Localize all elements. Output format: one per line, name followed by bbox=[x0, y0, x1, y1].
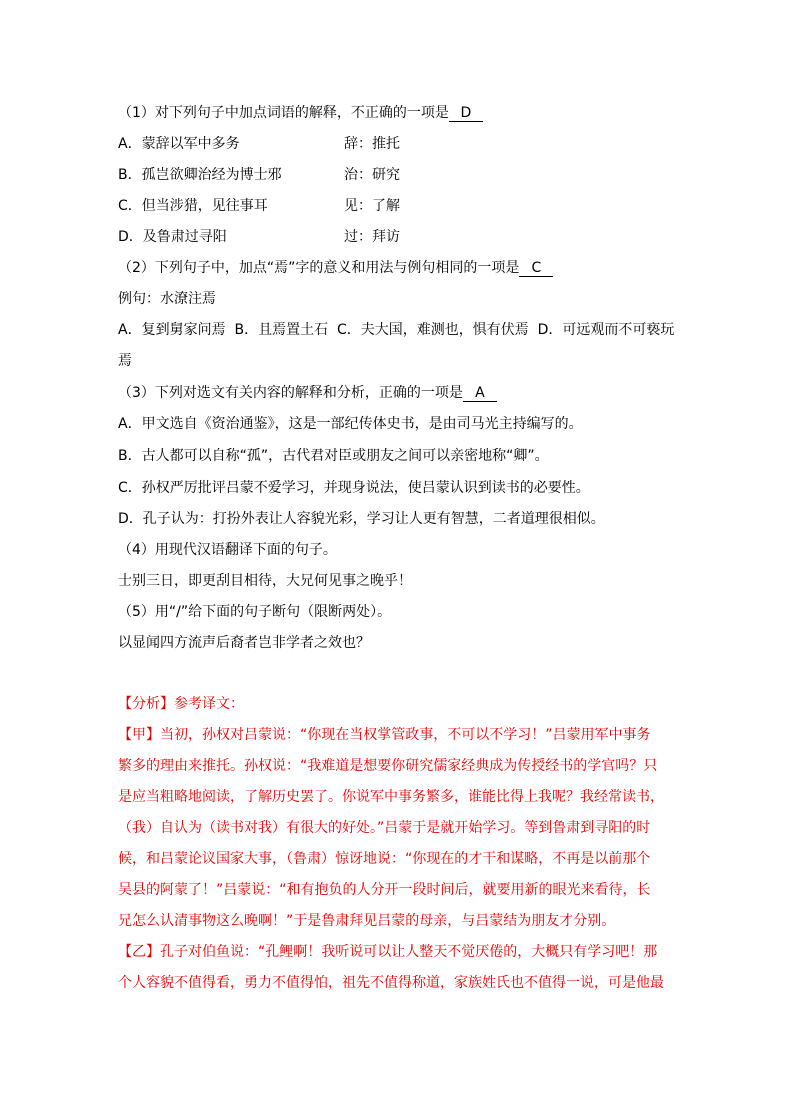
analysis-line: 兄怎么认清事物这么晚啊！”于是鲁肃拜见吕蒙的母亲，与吕蒙结为朋友才分别。 bbox=[118, 913, 616, 929]
analysis-line: 【乙】孔子对伯鱼说：“孔鲤啊！我听说可以让人整天不觉厌倦的，大概只有学习吧！那 bbox=[118, 944, 658, 960]
option-gloss: 辞：推托 bbox=[344, 136, 400, 152]
q2-answer: C bbox=[519, 261, 553, 277]
option-text: A．蒙辞以军中多务 bbox=[118, 136, 240, 152]
q3-option: D．孔子认为：打扮外表让人容貌光彩，学习让人更有智慧，二者道理很相似。 bbox=[118, 511, 605, 527]
analysis-line: 个人容貌不值得看，勇力不值得怕，祖先不值得称道，家族姓氏也不值得一说，可是他最 bbox=[118, 975, 664, 991]
q1-option bbox=[118, 135, 400, 153]
q1-option bbox=[118, 197, 400, 215]
q1-answer: D bbox=[449, 106, 483, 122]
q1-stem-text: （1）对下列句子中加点词语的解释，不正确的一项是 bbox=[118, 105, 449, 121]
q3-stem bbox=[118, 384, 497, 402]
q3-answer: A bbox=[463, 386, 497, 402]
option-text: B．孤岂欲卿治经为博士邪 bbox=[118, 167, 282, 183]
analysis-line: 吴县的阿蒙了！”吕蒙说：“和有抱负的人分开一段时间后，就要用新的眼光来看待，长 bbox=[118, 882, 651, 898]
q3-option: A．甲文选自《资治通鉴》，这是一部纪传体史书，是由司马光主持编写的。 bbox=[118, 416, 583, 432]
q1-option bbox=[118, 166, 400, 184]
analysis-line: 繁多的理由来推托。孙权说：“我难道是想要你研究儒家经典成为传授经书的学官吗？只 bbox=[118, 758, 658, 774]
analysis-heading: 【分析】参考译文： bbox=[118, 696, 244, 712]
q5-stem: （5）用“/”给下面的句子断句（限断两处）。 bbox=[118, 604, 392, 620]
q3-stem-text: （3）下列对选文有关内容的解释和分析，正确的一项是 bbox=[118, 385, 463, 401]
q5-sentence: 以显闻四方流声后裔者岂非学者之效也？ bbox=[118, 635, 370, 651]
q3-option: C．孙权严厉批评吕蒙不爱学习，并现身说法，使吕蒙认识到读书的必要性。 bbox=[118, 480, 590, 496]
q2-options: A．复到舅家问焉 B．且焉置土石 C．夫大国，难测也，惧有伏焉 D．可远观而不可亵玩 bbox=[118, 322, 675, 338]
option-gloss: 过：拜访 bbox=[344, 229, 400, 245]
q2-options-cont: 焉 bbox=[118, 353, 132, 369]
q1-option bbox=[118, 228, 400, 246]
option-text: C．但当涉猎，见往事耳 bbox=[118, 198, 268, 214]
q3-option: B．古人都可以自称“孤”，古代君对臣或朋友之间可以亲密地称“卿”。 bbox=[118, 448, 549, 464]
q2-stem-text: （2）下列句子中，加点“焉”字的意义和用法与例句相同的一项是 bbox=[118, 260, 520, 276]
option-gloss: 见：了解 bbox=[344, 198, 400, 214]
analysis-line: 候，和吕蒙论议国家大事，（鲁肃）惊讶地说：“你现在的才干和谋略，不再是以前那个 bbox=[118, 851, 651, 867]
analysis-line: 【甲】当初，孙权对吕蒙说：“你现在当权掌管政事，不可以不学习！”吕蒙用军中事务 bbox=[118, 727, 651, 743]
option-gloss: 治：研究 bbox=[344, 167, 400, 183]
q4-sentence: 士别三日，即更刮目相待，大兄何见事之晚乎！ bbox=[118, 573, 412, 589]
q4-stem: （4）用现代汉语翻译下面的句子。 bbox=[118, 542, 337, 558]
option-text: D．及鲁肃过寻阳 bbox=[118, 229, 227, 245]
analysis-line: 是应当粗略地阅读，了解历史罢了。你说军中事务繁多，谁能比得上我呢？我经常读书， bbox=[118, 789, 664, 805]
q1-stem bbox=[118, 104, 483, 122]
q2-example: 例句：水潦注焉 bbox=[118, 291, 216, 307]
analysis-line: （我）自认为（读书对我）有很大的好处。”吕蒙于是就开始学习。等到鲁肃到寻阳的时 bbox=[118, 820, 651, 836]
q2-stem bbox=[118, 259, 553, 277]
